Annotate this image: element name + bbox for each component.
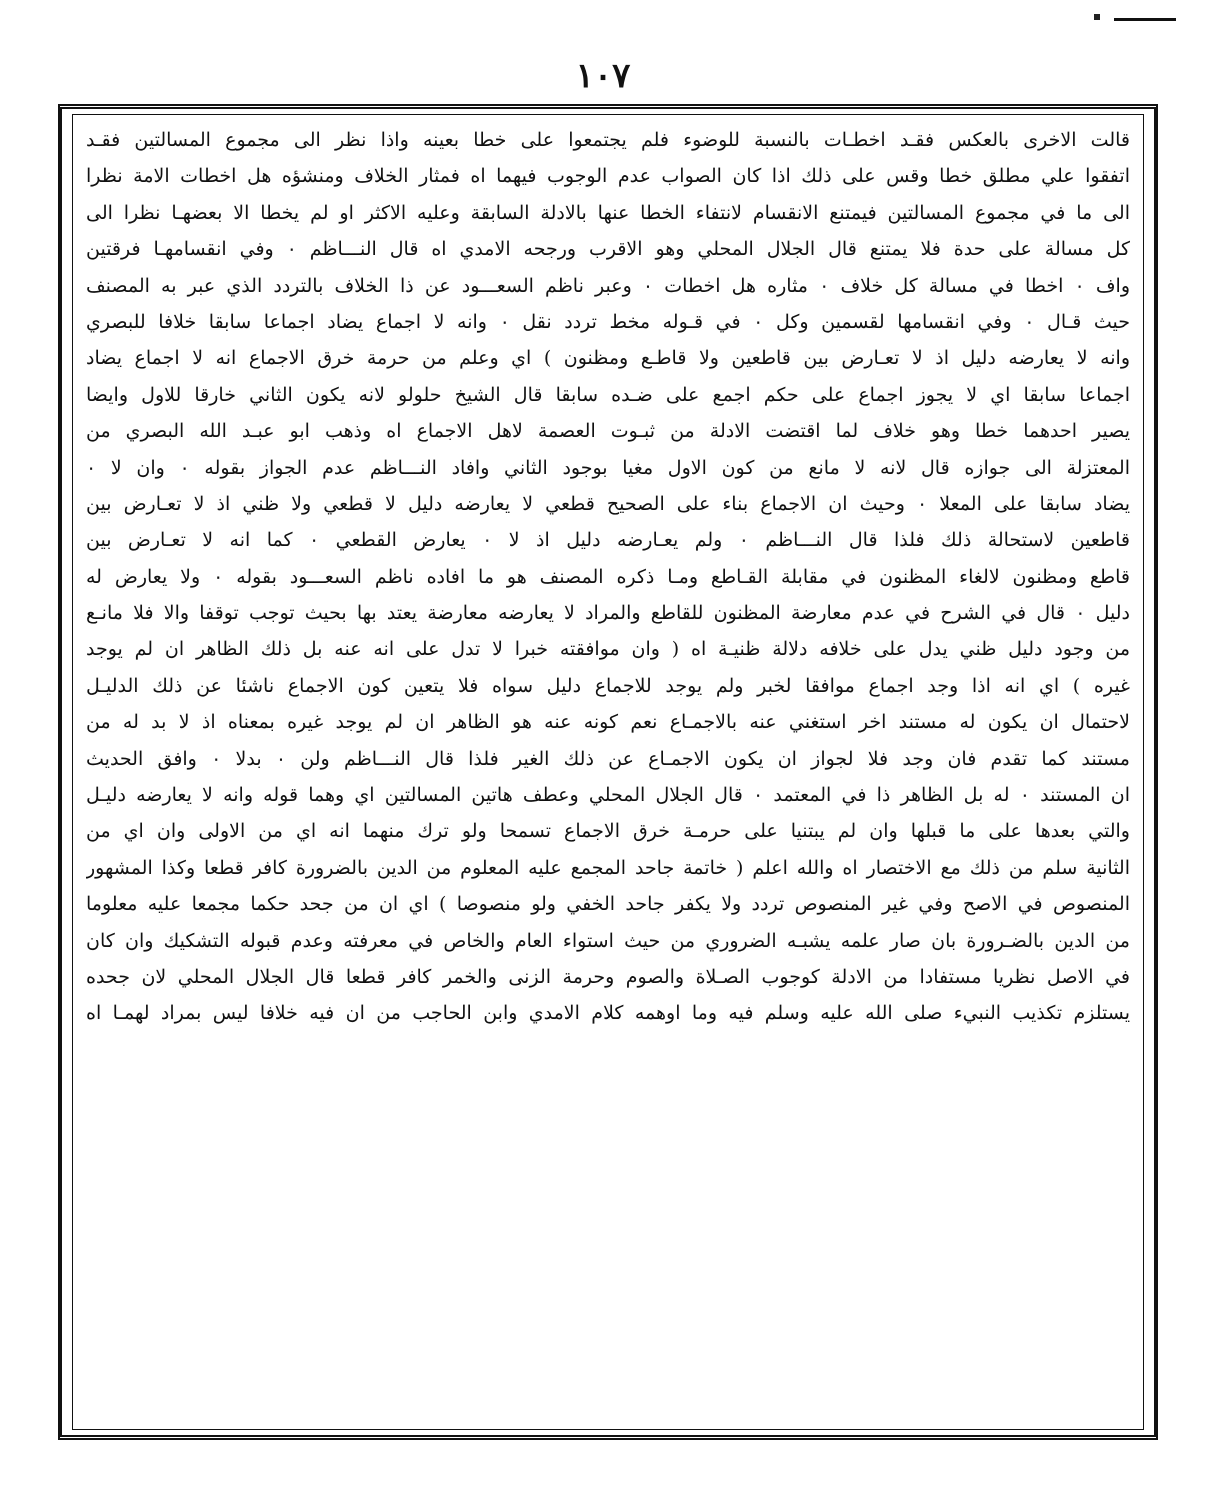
text-line: لاحتمال ان يكون له مستند اخر استغني عنه بالاجمـاع نعم كونه عنه هو الظاهر ان لم يوجد غيره بمعناه اذ لا بد له من [86,711,1130,734]
text-line: في الاصل نظريا مستفادا من الادلة كوجوب الصـلاة والصوم وحرمة الزنى والخمر كافر قطعا قال الجلال المحلي لان جحده [86,965,1130,988]
text-line: ان المستند ٠ له بل الظاهر ذا في المعتمد ٠ قال الجلال المحلي وعطف هاتين المسالتين اي وهما قوله وانه لا يعارضه دليـل [86,784,1130,807]
text-line: حيث قـال ٠ وفي انقسامها لقسمين وكل ٠ في قـوله مخط تردد نقل ٠ وانه لا اجماع يضاد اجماعا سابقا خلافا للبصري [86,310,1130,333]
page-number: ١٠٧ [575,56,631,96]
text-line: من وجود دليل ظني يدل على خلافه دلالة ظنيـة اه ( وان موافقته خبرا لا تدل على انه عنه بل ذلك الظاهر ان لم يوجد [86,638,1130,661]
text-line: مستند كما تقدم فان وجد فلا لجواز ان يكون الاجمـاع عن ذلك الغير فلذا قال النـــاظم ولن ٠ بدلا ٠ وافق الحديث [86,747,1130,770]
text-line: وانه لا يعارضه دليل اذ لا تعـارض بين قاطعين ولا قاطـع ومظنون ) اي وعلم من حرمة خرق الاجماع انه لا اجماع يضاد [86,347,1130,370]
text-line: دليل ٠ قال في الشرح في عدم معارضة المظنون للقاطع والمراد لا يعارضه معارضة يعتد بها بحيث توجب توقفا والا فلا مانـع [86,602,1130,625]
text-line: المعتزلة الى جوازه قال لانه لا مانع من كون الاول مغيا بوجود الثاني وافاد النـــاظم عدم الجواز بقوله ٠ وان لا ٠ [86,456,1130,479]
text-line: والتي بعدها على ما قبلها وان لم يبتنيا على حرمـة خرق الاجماع تسمحا ولو ترك منهما انه اي من الاولى وان اي من [86,820,1130,843]
top-corner-mark [1114,18,1176,21]
text-block [86,122,1130,1422]
text-line: قالت الاخرى بالعكس فقـد اخطـات بالنسبة للوضوء فلم يجتمعوا على خطا بعينه واذا نظر الى مجموع المسالتين فقـد [86,129,1130,151]
text-line: قاطع ومظنون لالغاء المظنون في مقابلة القـاطع ومـا ذكره المصنف هو ما افاده ناظم السعـــود بقوله ٠ ولا يعارض له [86,565,1130,588]
text-line: غيره ) اي انه اذا وجد اجماع موافقا لخبر ولم يوجد للاجماع دليل سواه فلا يتعين كون الاجماع ناشئا عن ذلك الدليـل [86,674,1130,697]
text-line: يصير احدهما خطا وهو خلاف لما اقتضت الادلة من ثبـوت العصمة لاهل الاجماع اه وذهب ابو عبـد الله البصري من [86,420,1130,443]
text-line: قاطعين لاستحالة ذلك فلذا قال النـــاظم ٠ ولم يعـارضه دليل اذ لا ٠ يعارض القطعي ٠ كما انه لا تعـارض بين [86,529,1130,552]
text-line: كل مسالة على حدة فلا يمتنع قال الجلال المحلي وهو الاقرب ورجحه الامدي اه قال النـــاظم ٠ وفي انقسامهـا فرقتين [86,238,1130,261]
text-line: المنصوص في الاصح وفي غير المنصوص تردد ولا يكفر جاحد الخفي ولو منصوصا ) اي ان من جحد حكما مجمعا عليه معلوما [86,893,1130,916]
text-line: يستلزم تكذيب النبيء صلى الله عليه وسلم فيه وما اوهمه كلام الامدي وابن الحاجب من ان فيه خلافا ليس بمراد لهمـا اه [86,1002,1130,1025]
text-line: من الدين بالضـرورة بان صار علمه يشبـه الضروري من حيث استواء العام والخاص في معرفته وعدم قبوله التشكيك وان كان [86,929,1130,952]
top-corner-dot [1094,14,1100,20]
text-line: واف ٠ اخطا في مسالة كل خلاف ٠ مثاره هل اخطات ٠ وعبر ناظم السعـــود عن ذا الخلاف بالتردد الذي عبر به المصنف [86,274,1130,297]
text-line: الثانية سلم من ذلك مع الاختصار اه والله اعلم ( خاتمة جاحد المجمع عليه المعلوم من الدين بالضرورة كافر قطعا وكذا المشهور [86,856,1130,879]
text-line: يضاد سابقا على المعلا ٠ وحيث ان الاجماع بناء على الصحيح قطعي لا يعارضه دليل لا قطعي ولا ظني اذ لا تعـارض بين [86,492,1130,515]
text-line: الى ما في مجموع المسالتين فيمتنع الانقسام لانتفاء الخطا عنها بالادلة السابقة وعليه الاكثر او لم يخطا الا بعضهـا نظرا الى [86,201,1130,224]
text-line: اتفقوا علي مطلق خطا وقس على ذلك اذا كان الصواب عدم الوجوب فيهما اه فمثار الخلاف ومنشؤه هل اخطات الامة نظرا [86,165,1130,188]
text-line: اجماعا سابقا اي لا يجوز اجماع على حكم اجمع على ضـده سابقا قال الشيخ حلولو لانه يكون الثاني خارقا للاول وايضا [86,383,1130,406]
